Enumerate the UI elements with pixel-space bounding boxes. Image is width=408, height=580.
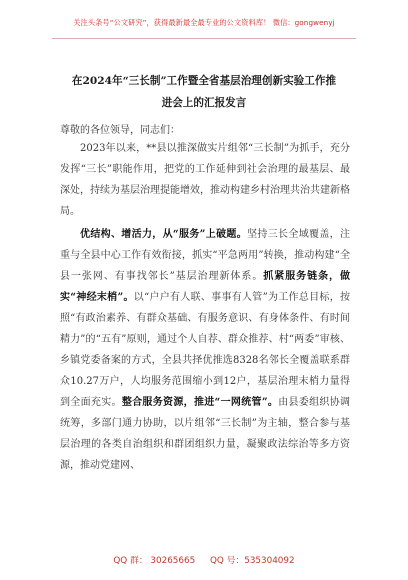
paragraph-2-subheading-b: 整合服务资源，推进“一网统管”。 <box>121 397 279 408</box>
salutation: 尊敬的各位领导，同志们： <box>60 125 180 136</box>
paragraph-2-text-c: 由县委组织协调统筹，多部门通力协助，以片组邻“三长制”为主轴，整合参与基层治理的各类自治组织和群团组织力量，凝聚政法综治等多方资源，推动党建网、 <box>60 397 351 471</box>
document-title-line2: 进会上的汇报发言 <box>161 97 247 109</box>
footer-qq-number: QQ 号：535304092 <box>209 556 295 566</box>
paragraph-2 <box>60 224 350 476</box>
paragraph-1: 2023年以来，**县以推深做实片组邻“三长制”为抓手，充分发挥“三长”职能作用，把党的工作延伸到社会治理的最基层、最深处，持续为基层治理提能增效，推动构建乡村治理共治共建新格局。 <box>60 143 350 217</box>
header-divider <box>52 38 356 39</box>
paragraph-2-text-a: 坚持三长全域覆盖，注重与全县中心工作有效衔接，抓实“平急两用”转换，推动构建“全县一张网、有事找邻长”基层治理新体系。 <box>60 229 350 282</box>
paragraph-2-subheading-a: 抓紧服务链条，做实“神经末梢”。 <box>60 271 350 303</box>
paragraph-2-text-b: 以“户户有人联、事事有人管”为工作总目标，按照“有政治素养、有群众基础、有服务意识、有身体条件、有时间精力”的“五有”原则，通过个人自荐、群众推荐、村“两委”审核、乡镇党委备案的方式，全县共择优推选8328名邻长全覆盖联系群众10.27万户，人均服务范围缩小到12户，基层治理末梢力量得到全面充实。 <box>60 292 350 408</box>
paragraph-2-heading: 优结构、增活力，从“服务”上破题。 <box>80 229 248 240</box>
document-title-line1: 在2024年“三长制”工作暨全省基层治理创新实验工作推 <box>71 75 337 87</box>
footer-qq-group: QQ 群： 30265665 <box>113 556 196 566</box>
header-banner: 关注头条号“公文研究”，获得最新最全最专业的公文资料库！ 微信：gongwenyj <box>73 18 335 27</box>
footer-contact <box>0 553 408 566</box>
